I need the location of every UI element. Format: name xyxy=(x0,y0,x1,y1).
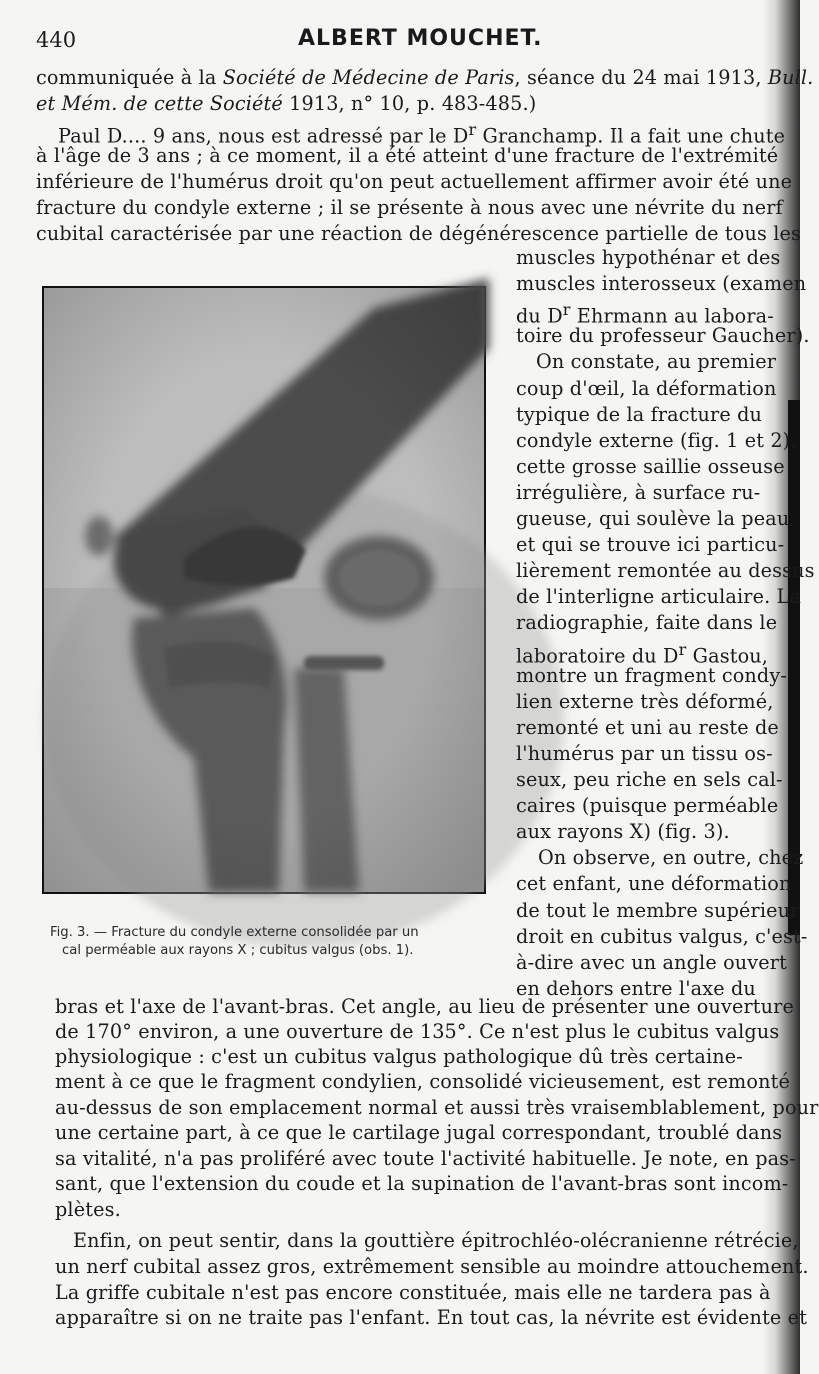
text-line: apparaître si on ne traite pas l'enfant. En tout cas, la névrite est évidente et xyxy=(55,1306,808,1329)
text-line: plètes. xyxy=(55,1198,121,1221)
column-line: et qui se trouve ici particu- xyxy=(516,533,785,557)
text-line: communiquée à la Société de Médecine de Paris, séance du 24 mai 1913, Bull. xyxy=(36,66,814,89)
column-line: en dehors entre l'axe du xyxy=(516,976,756,1000)
text-line: ment à ce que le fragment condylien, consolidé vicieusement, est remonté xyxy=(55,1070,790,1093)
running-title: ALBERT MOUCHET. xyxy=(298,26,543,51)
text-line: au-dessus de son emplacement normal et aussi très vraisemblablement, pour xyxy=(55,1096,819,1119)
column-line: typique de la fracture du xyxy=(516,402,763,426)
text-line: Paul D.... 9 ans, nous est adressé par le $D^r$ Granchamp. Il a fait une chute xyxy=(58,120,786,148)
text-line: La griffe cubitale n'est pas encore constituée, mais elle ne tardera pas à xyxy=(55,1281,771,1304)
column-line: muscles hypothénar et des xyxy=(516,246,781,269)
text-line: un nerf cubital assez gros, extrêmement sensible au moindre attouchement. xyxy=(55,1255,809,1278)
column-line: de tout le membre supérieur xyxy=(516,898,800,922)
xray-figure xyxy=(42,286,486,894)
text-line: à l'âge de 3 ans ; à ce moment, il a été atteint d'une fracture de l'extrémité xyxy=(36,144,779,167)
column-line: radiographie, faite dans le xyxy=(516,611,778,635)
caption-line: Fig. 3. — Fracture du condyle externe consolidée par un xyxy=(50,925,419,940)
column-line: à-dire avec un angle ouvert xyxy=(516,950,787,974)
column-line: du $D^r$ Ehrmann au labora- xyxy=(516,300,774,328)
column-line: On observe, en outre, chez xyxy=(538,846,804,870)
text-line: bras et l'axe de l'avant-bras. Cet angle, au lieu de présenter une ouverture xyxy=(55,995,794,1018)
column-line: remonté et uni au reste de xyxy=(516,715,779,739)
caption-line: cal perméable aux rayons X ; cubitus valgus (obs. 1). xyxy=(62,943,414,958)
column-line: coup d'œil, la déformation xyxy=(516,376,777,400)
text-line: Enfin, on peut sentir, dans la gouttière épitrochléo-olécranienne rétrécie, xyxy=(73,1229,799,1252)
column-line: laboratoire du $D^r$ Gastou, xyxy=(516,639,769,667)
text-line: sant, que l'extension du coude et la supination de l'avant-bras sont incom- xyxy=(55,1172,789,1195)
column-line: condyle externe (fig. 1 et 2), xyxy=(516,428,797,452)
column-line: cet enfant, une déformation xyxy=(516,872,792,896)
column-line: lièrement remontée au dessus xyxy=(516,559,815,583)
column-line: irrégulière, à surface ru- xyxy=(516,480,761,504)
text-line: et Mém. de cette Société 1913, n° 10, p. 483-485.) xyxy=(36,92,537,115)
column-line: muscles interosseux (examen xyxy=(516,272,807,296)
column-line: aux rayons X) (fig. 3). xyxy=(516,820,730,844)
column-line: toire du professeur Gaucher). xyxy=(516,324,810,348)
text-line: inférieure de l'humérus droit qu'on peut actuellement affirmer avoir été une xyxy=(36,170,793,193)
column-line: lien externe très déformé, xyxy=(516,689,774,713)
column-line: gueuse, qui soulève la peau xyxy=(516,507,790,530)
column-line: droit en cubitus valgus, c'est- xyxy=(516,924,808,948)
column-line: On constate, au premier xyxy=(536,350,777,374)
text-line: cubital caractérisée par une réaction de dégénérescence partielle de tous les xyxy=(36,222,801,245)
column-line: montre un fragment condy- xyxy=(516,663,787,687)
column-line: l'humérus par un tissu os- xyxy=(516,741,773,765)
text-line: physiologique : c'est un cubitus valgus pathologique dû très certaine- xyxy=(55,1045,743,1068)
text-line: de 170° environ, a une ouverture de 135°. Ce n'est plus le cubitus valgus xyxy=(55,1020,780,1043)
text-line: une certaine part, à ce que le cartilage jugal correspondant, troublé dans xyxy=(55,1121,783,1144)
page-number: 440 xyxy=(36,28,77,52)
column-line: seux, peu riche en sels cal- xyxy=(516,768,783,791)
column-line: de l'interligne articulaire. La xyxy=(516,585,802,609)
text-line: sa vitalité, n'a pas proliféré avec toute l'activité habituelle. Je note, en pas- xyxy=(55,1147,796,1170)
column-line: caires (puisque perméable xyxy=(516,794,779,818)
text-line: fracture du condyle externe ; il se présente à nous avec une névrite du nerf xyxy=(36,196,783,219)
xray-image xyxy=(44,288,484,892)
column-line: cette grosse saillie osseuse xyxy=(516,454,785,478)
